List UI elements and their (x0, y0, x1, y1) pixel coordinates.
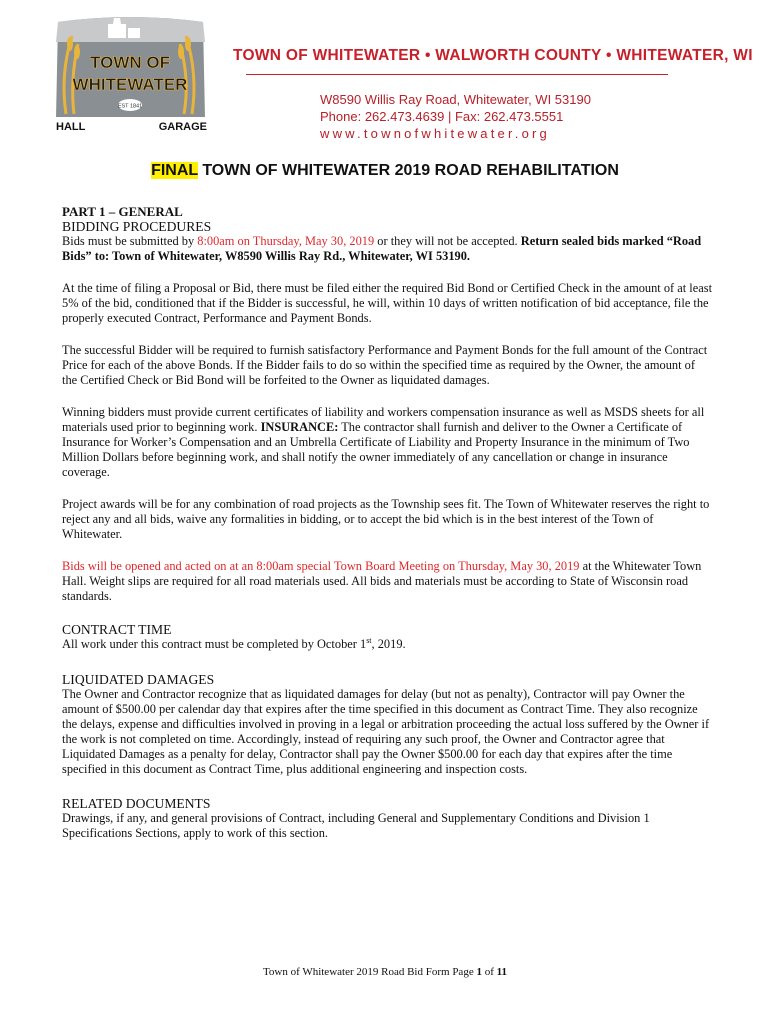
section-heading-bidding: BIDDING PROCEDURES (62, 219, 212, 234)
letterhead-address: W8590 Willis Ray Road, Whitewater, WI 53190 (320, 92, 591, 107)
document-title (0, 162, 770, 180)
footer-page-total: 11 (496, 966, 508, 978)
bid-deadline-mid: or they will not be accepted. (374, 234, 521, 248)
logo-est: EST 1841 (117, 103, 143, 110)
liquidated-damages-text: The Owner and Contractor recognize that as liquidated damages for delay (but not as penalty), Contractor will pay Owner the amount of $500.00 per calendar day that expires after the time specified in this document as Contract Time. They also recognize the delays, expense and difficulties involved in proving in a legal or arbitration proceeding the actual loss suffered by the Owner if the work is not completed on time. Accordingly, instead of requiring any such proof, the Owner and Contractor agree that Liquidated Damages as a penalty for delay, Contractor shall pay the Owner $500.00 for each day that expires after the time specified in this document as Contract Time, plus additional engineering and inspection costs. (62, 687, 710, 776)
bid-opening-notice: Bids will be opened and acted on at an 8:00am special Town Board Meeting on Thursday, May 30, 2019 (62, 559, 580, 573)
footer-page-number: 1 (476, 966, 482, 978)
contract-time-ordinal: st (366, 635, 372, 645)
logo-line1: TOWN OF (90, 53, 170, 72)
footer-label: Town of Whitewater 2019 Road Bid Form Page (262, 966, 477, 978)
bid-deadline-lead: Bids must be submitted by (62, 234, 198, 248)
bidding-paragraph-3: The successful Bidder will be required to furnish satisfactory Performance and Payment Bonds for the full amount of the Contract Price for each of the above Bonds. If the Bidder fails to do so within the specified time as required by the Owner, the amount of the Certified Check or Bid Bond will be forfeited to the Owner as liquidated damages. (62, 343, 708, 387)
logo-garage-label: GARAGE (158, 121, 207, 132)
bidding-paragraph-6 (62, 559, 712, 604)
page-footer (0, 966, 770, 978)
insurance-lead: Winning bidders must provide current certificates of liability and workers compensation insurance as well as MSDS sheets for all materials used prior to beginning work. (62, 405, 705, 434)
bid-opening-details: at the Whitewater Town Hall. Weight slips are required for all road materials used. All bids and materials must be according to State of Wisconsin road standards. (62, 559, 702, 603)
title-final-highlight: FINAL (151, 162, 198, 179)
insurance-text: The contractor shall furnish and deliver to the Owner a Certificate of Insurance for Worker’s Compensation and an Umbrella Certificate of Liability and Property Insurance in the minimum of Two Million Dollars before beginning work, and shall notify the owner immediately of any cancellation or change in insurance coverage. (62, 420, 690, 479)
section-heading-liquidated-damages: LIQUIDATED DAMAGES (62, 672, 215, 687)
part-heading: PART 1 – GENERAL (62, 204, 183, 219)
letterhead-phone-fax: Phone: 262.473.4639 | Fax: 262.473.5551 (320, 109, 564, 124)
letterhead-org-line: TOWN OF WHITEWATER • WALWORTH COUNTY • WHITEWATER, WI (233, 47, 753, 64)
footer-of: of (481, 966, 497, 978)
bidding-paragraph-4 (62, 405, 712, 480)
related-documents-text: Drawings, if any, and general provisions of Contract, including General and Supplementary Conditions and Division 1 Specifications Sections, apply to work of this section. (62, 811, 650, 840)
contract-time-year: , 2019. (371, 637, 406, 651)
insurance-label: INSURANCE: (260, 420, 339, 434)
contract-time-lead: All work under this contract must be completed by October 1 (62, 637, 367, 651)
bid-return-address: Return sealed bids marked “Road Bids” to: Town of Whitewater, W8590 Willis Ray Rd., Whitewater, WI 53190. (62, 234, 702, 263)
section-heading-contract-time: CONTRACT TIME (62, 622, 172, 637)
contract-time-text (62, 637, 712, 652)
logo-hall-label: HALL (56, 121, 86, 132)
bidding-paragraph-1 (62, 234, 712, 264)
bidding-paragraph-5: Project awards will be for any combination of road projects as the Township sees fit. The Town of Whitewater reserves the right to reject any and all bids, waive any formalities in bidding, or to accept the bid which is in the best interest of the Town of Whitewater. (62, 497, 710, 541)
letterhead-website[interactable]: www.townofwhitewater.org (320, 126, 550, 141)
section-heading-related-documents: RELATED DOCUMENTS (62, 796, 211, 811)
town-logo (48, 14, 213, 132)
logo-line2: WHITEWATER (72, 75, 188, 94)
document-body (62, 204, 712, 858)
letterhead-contact (320, 91, 620, 142)
letterhead-divider (246, 74, 668, 75)
bidding-paragraph-2: At the time of filing a Proposal or Bid, there must be filed either the required Bid Bond or Certified Check in the amount of at least 5% of the bid, conditioned that if the Bidder is successful, he will, within 10 days of written notification of bid acceptance, file the properly executed Contract, Performance and Payment Bonds. (62, 281, 713, 325)
bid-deadline-date: 8:00am on Thursday, May 30, 2019 (197, 234, 375, 248)
title-text: TOWN OF WHITEWATER 2019 ROAD REHABILITATION (197, 162, 619, 179)
